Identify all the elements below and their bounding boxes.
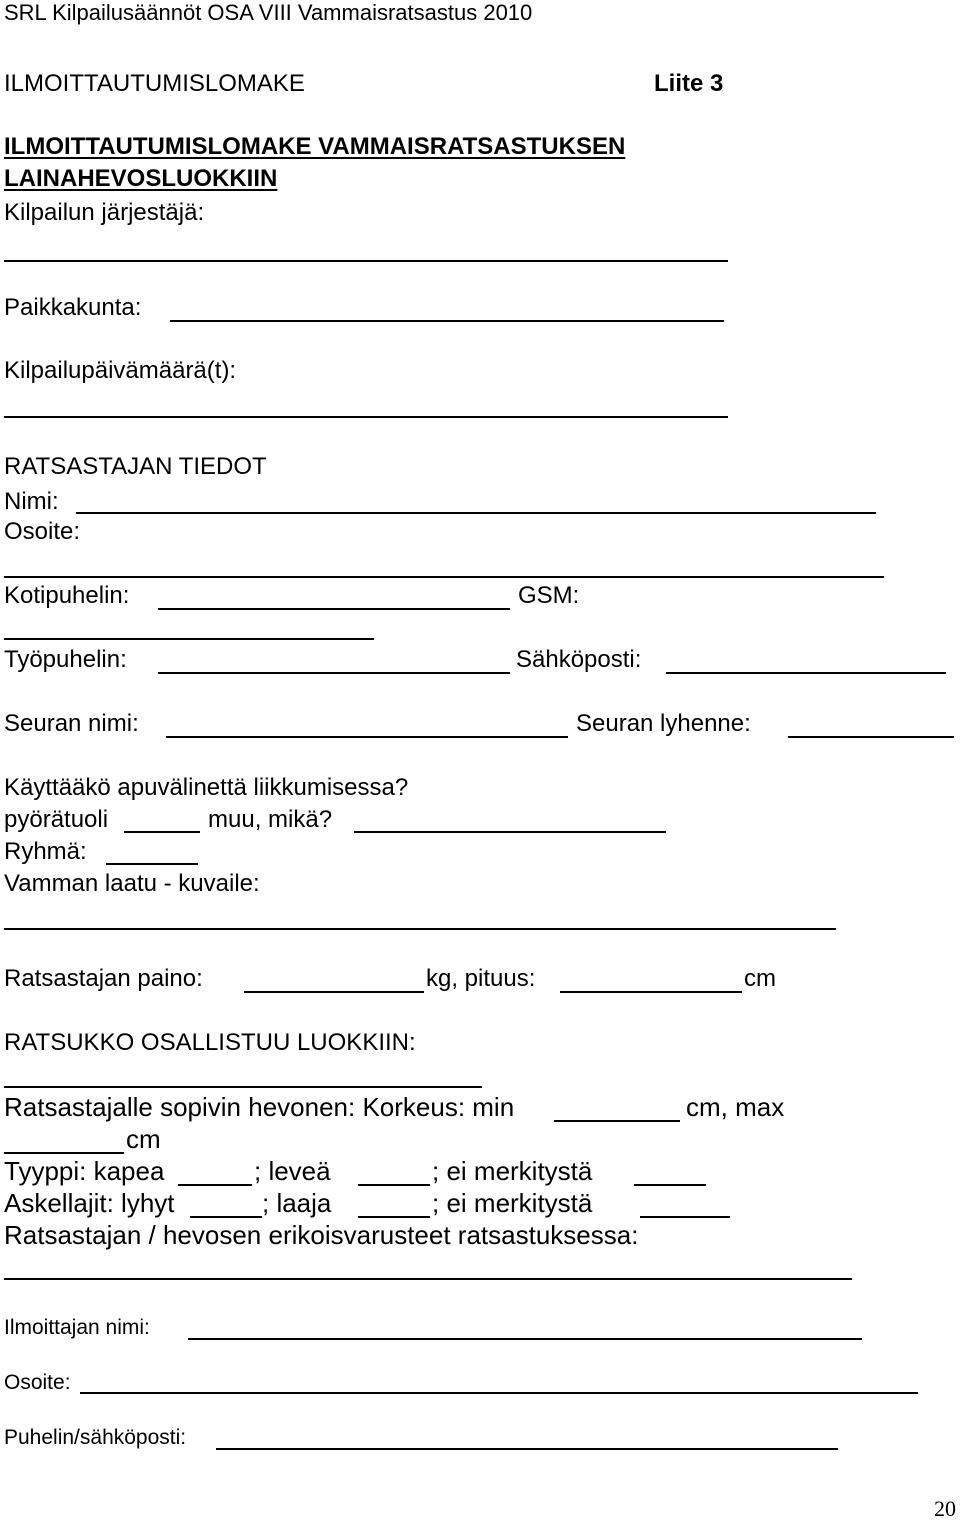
appendix-label: Liite 3 xyxy=(654,70,724,97)
registrant-name-label: Ilmoittajan nimi: xyxy=(4,1316,150,1339)
registrant-contact-field[interactable] xyxy=(216,1448,838,1450)
organizer-label: Kilpailun järjestäjä: xyxy=(4,199,205,226)
other-aid-field[interactable] xyxy=(354,831,666,833)
registrant-name-field[interactable] xyxy=(188,1338,862,1340)
club-abbr-field[interactable] xyxy=(788,736,954,738)
work-phone-label: Työpuhelin: xyxy=(4,646,127,673)
min-height-field[interactable] xyxy=(554,1120,680,1122)
registrant-address-field[interactable] xyxy=(80,1392,918,1394)
running-title: SRL Kilpailusäännöt OSA VIII Vammaisratsastus 2010 xyxy=(4,0,533,25)
gaits-short-field[interactable] xyxy=(190,1216,262,1218)
gaits-no-matter-label: ; ei merkitystä xyxy=(432,1188,593,1218)
rider-name-label: Nimi: xyxy=(4,488,59,515)
rider-name-field[interactable] xyxy=(76,512,876,514)
gsm-label: GSM: xyxy=(518,582,580,609)
locality-label: Paikkakunta: xyxy=(4,294,142,321)
type-wide-field[interactable] xyxy=(358,1184,430,1186)
height-unit: cm xyxy=(744,965,776,992)
max-height-label: cm, max xyxy=(686,1092,785,1122)
club-name-field[interactable] xyxy=(166,736,568,738)
organizer-field[interactable] xyxy=(4,260,728,262)
max-height-unit: cm xyxy=(126,1124,161,1154)
registrant-contact-label: Puhelin/sähköposti: xyxy=(4,1426,187,1449)
form-label: ILMOITTAUTUMISLOMAKE xyxy=(4,70,305,97)
wheelchair-label: pyörätuoli xyxy=(4,806,109,833)
club-abbr-label: Seuran lyhenne: xyxy=(576,710,751,737)
max-height-field[interactable] xyxy=(4,1152,124,1154)
rider-address-field[interactable] xyxy=(4,576,884,578)
equipment-field[interactable] xyxy=(4,1278,852,1280)
type-label: Tyyppi: kapea xyxy=(4,1156,165,1186)
dates-label: Kilpailupäivämäärä(t): xyxy=(4,357,237,384)
work-phone-field[interactable] xyxy=(158,672,510,674)
home-phone-label: Kotipuhelin: xyxy=(4,582,130,609)
weight-label: Ratsastajan paino: xyxy=(4,965,203,992)
wheelchair-field[interactable] xyxy=(124,831,200,833)
form-title-line1: ILMOITTAUTUMISLOMAKE VAMMAISRATSASTUKSEN xyxy=(4,133,626,160)
email-label: Sähköposti: xyxy=(516,646,642,673)
form-title-line2: LAINAHEVOSLUOKKIIN xyxy=(4,165,278,192)
height-field[interactable] xyxy=(560,991,742,993)
type-no-matter-label: ; ei merkitystä xyxy=(432,1156,593,1186)
home-phone-field[interactable] xyxy=(158,608,510,610)
type-no-matter-field[interactable] xyxy=(634,1184,706,1186)
gsm-field[interactable] xyxy=(4,638,374,640)
gaits-label: Askellajit: lyhyt xyxy=(4,1188,175,1218)
other-aid-label: muu, mikä? xyxy=(208,806,333,833)
type-narrow-field[interactable] xyxy=(178,1184,252,1186)
dates-field[interactable] xyxy=(4,416,728,418)
injury-field[interactable] xyxy=(4,928,836,930)
weight-unit-height-label: kg, pituus: xyxy=(426,965,536,992)
injury-label: Vamman laatu - kuvaile: xyxy=(4,870,260,897)
type-wide-label: ; leveä xyxy=(254,1156,331,1186)
locality-field[interactable] xyxy=(170,320,724,322)
weight-field[interactable] xyxy=(244,991,424,993)
classes-field[interactable] xyxy=(4,1086,482,1088)
group-field[interactable] xyxy=(106,863,198,865)
suitable-horse-label: Ratsastajalle sopivin hevonen: Korkeus: min xyxy=(4,1092,515,1122)
email-field[interactable] xyxy=(666,672,946,674)
rider-address-label: Osoite: xyxy=(4,518,81,545)
gaits-long-label: ; laaja xyxy=(262,1188,332,1218)
aid-question: Käyttääkö apuvälinettä liikkumisessa? xyxy=(4,774,409,801)
club-name-label: Seuran nimi: xyxy=(4,710,139,737)
classes-label: RATSUKKO OSALLISTUU LUOKKIIN: xyxy=(4,1029,416,1056)
page-number: 20 xyxy=(934,1496,956,1521)
rider-section-heading: RATSASTAJAN TIEDOT xyxy=(4,453,267,480)
gaits-long-field[interactable] xyxy=(358,1216,430,1218)
registrant-address-label: Osoite: xyxy=(4,1371,71,1394)
gaits-no-matter-field[interactable] xyxy=(640,1216,730,1218)
group-label: Ryhmä: xyxy=(4,838,87,865)
equipment-label: Ratsastajan / hevosen erikoisvarusteet ratsastuksessa: xyxy=(4,1220,639,1250)
